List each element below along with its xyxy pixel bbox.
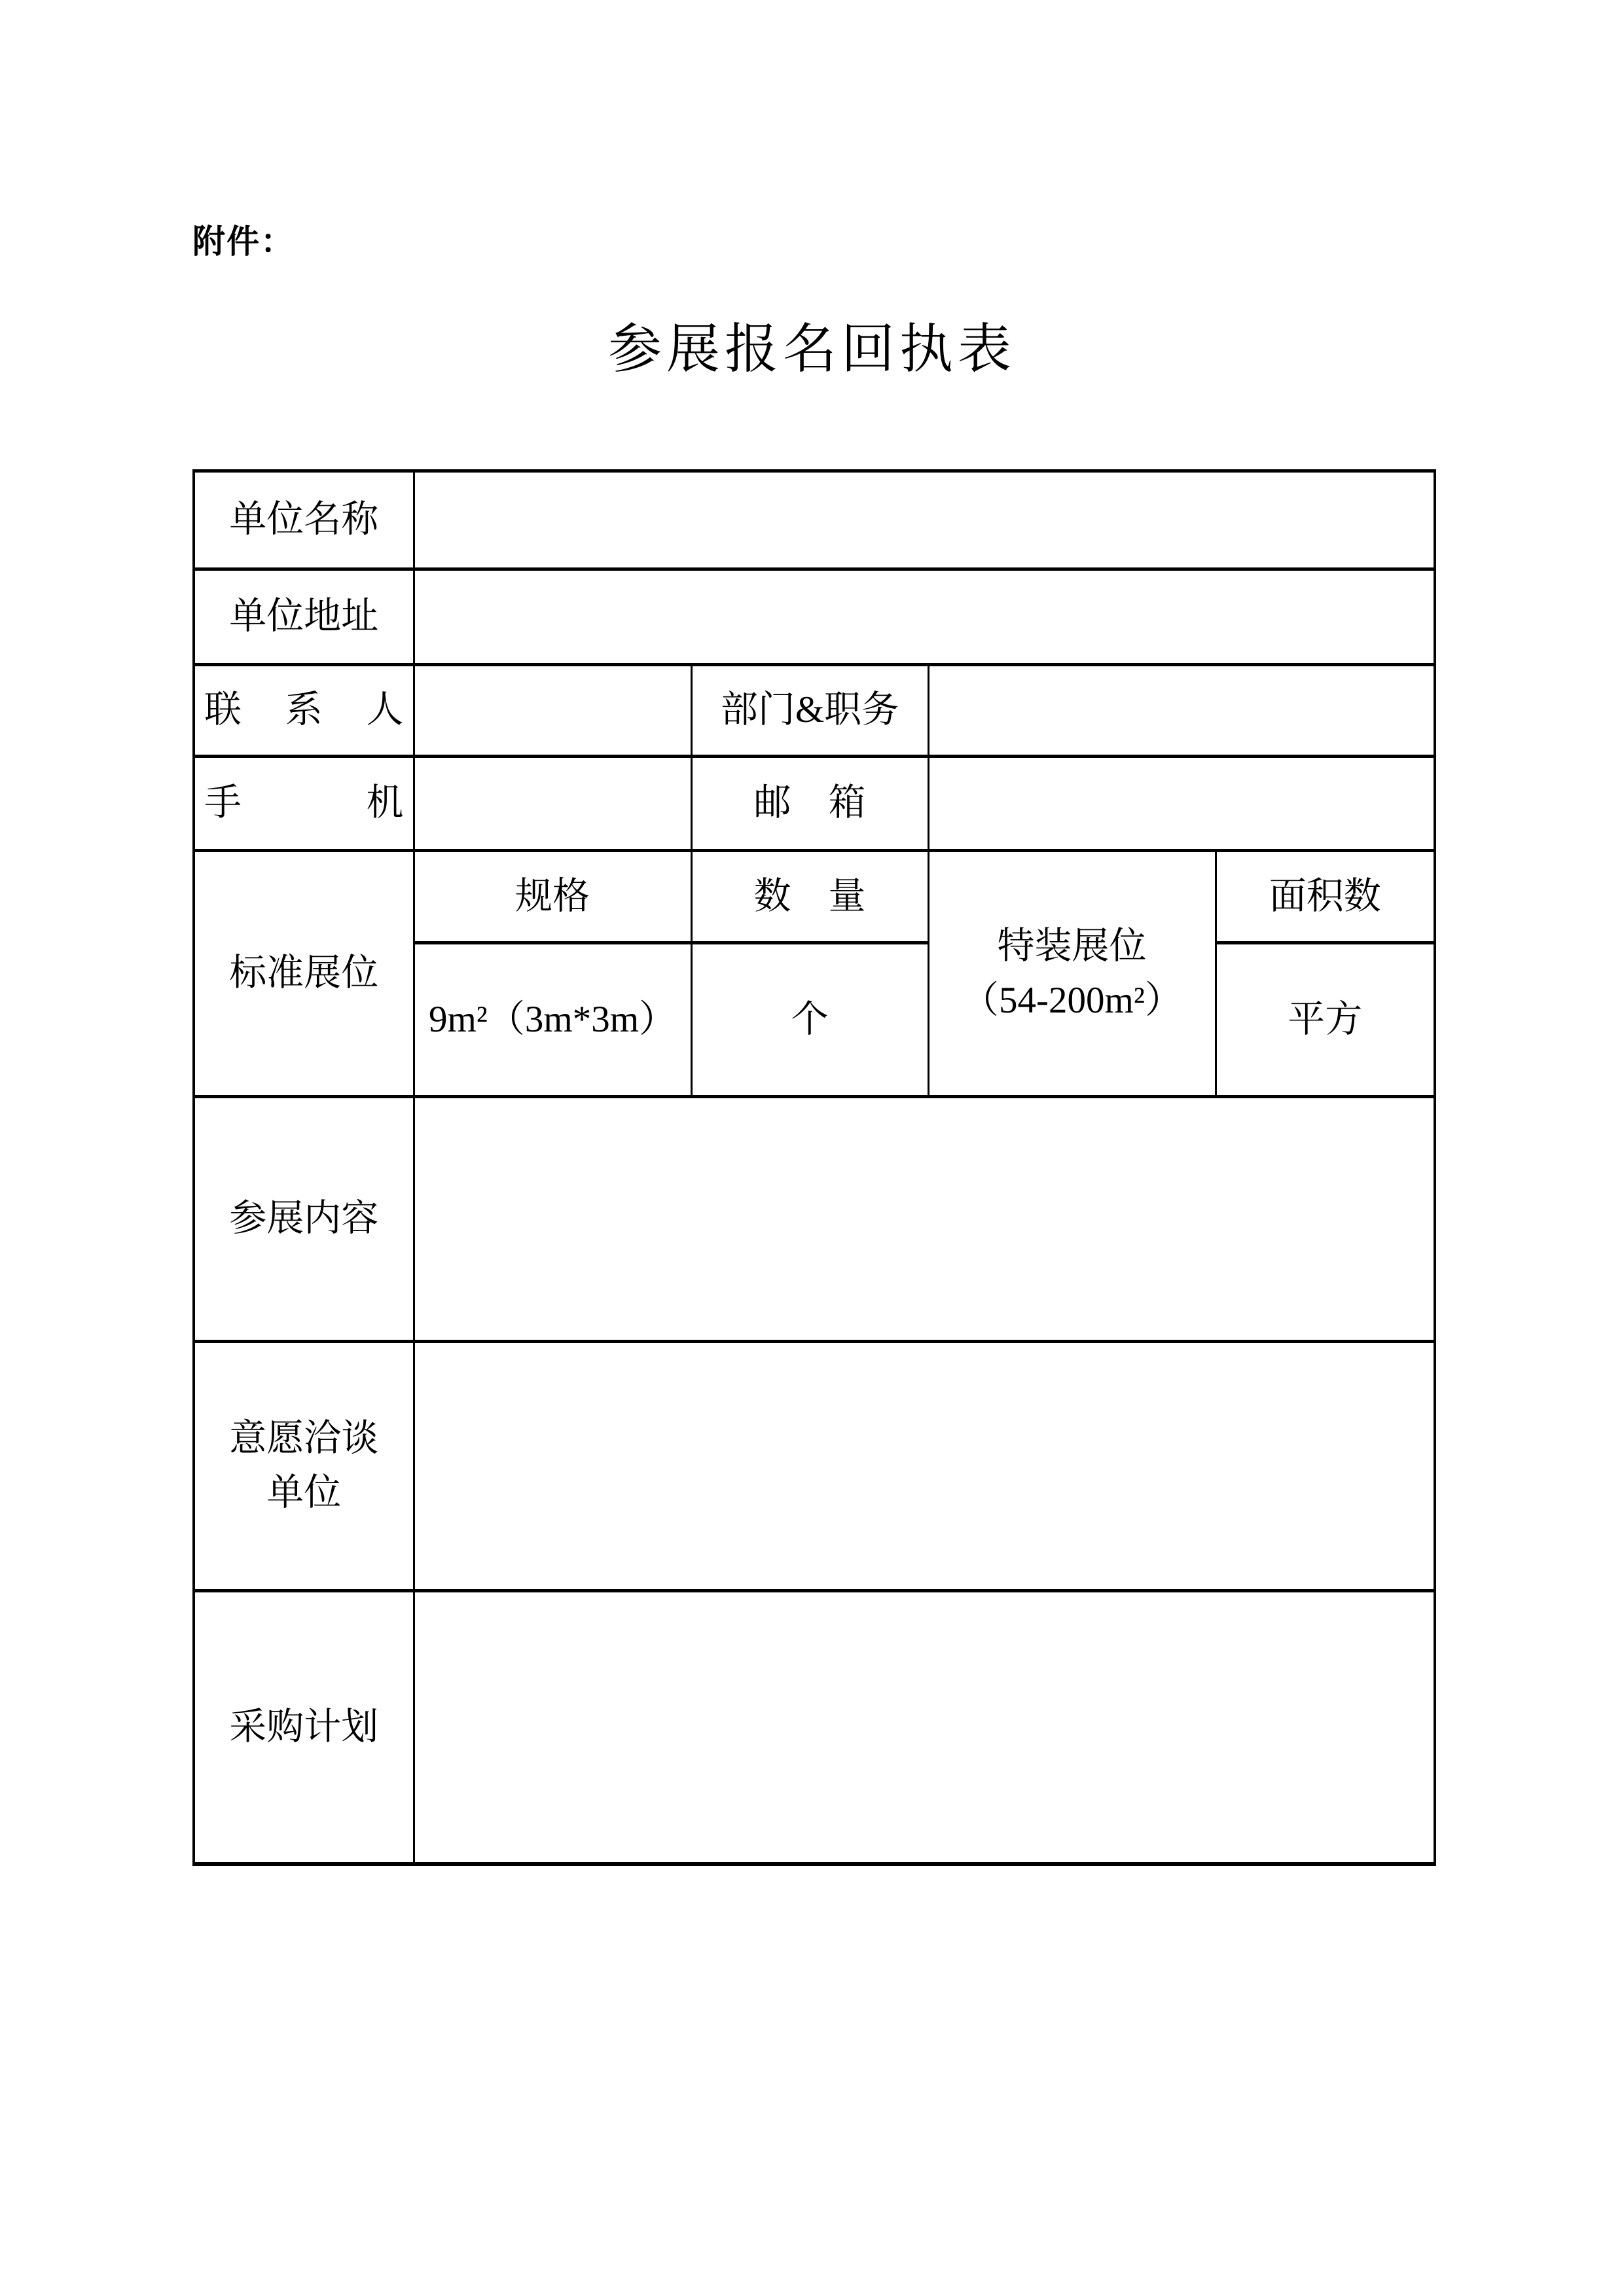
row-booth-header [194,851,1435,943]
special-booth-label-cell [928,851,1216,1097]
contact-label-cell [194,665,414,757]
row-exhibition-content [194,1097,1435,1342]
department-label-cell [691,665,928,757]
row-company-address [194,569,1435,665]
spec-label: 规格 [515,875,590,917]
negotiation-units-label-cell [194,1342,414,1591]
qty-label: 数 量 [753,875,866,917]
department-label: 部门&职务 [720,689,899,731]
negotiation-units-label-line1: 意愿洽谈 [229,1418,379,1460]
company-address-label: 单位地址 [229,596,379,637]
standard-booth-label: 标准展位 [229,952,379,994]
area-label: 面积数 [1269,875,1381,917]
spec-value-cell[interactable] [414,943,691,1097]
email-label-cell [691,757,928,851]
mobile-label-cell [194,757,414,851]
company-address-label-cell [194,569,414,665]
exhibition-content-label-cell [194,1097,414,1342]
contact-label: 联 系 人 [204,689,404,731]
row-purchase-plan [194,1591,1435,1865]
attachment-label: 附件： [192,223,295,260]
company-address-input-cell[interactable] [414,569,1435,665]
negotiation-units-label-line2: 单位 [266,1472,342,1513]
area-value-cell[interactable] [1216,943,1435,1097]
company-name-input-cell[interactable] [414,471,1435,569]
department-input-cell[interactable] [928,665,1435,757]
exhibition-content-label: 参展内容 [229,1198,379,1240]
mobile-input-cell[interactable] [414,757,691,851]
special-booth-label-line2: （54-200m²） [962,979,1182,1021]
row-negotiation-units [194,1342,1435,1591]
area-header-cell [1216,851,1435,943]
mobile-label: 手 机 [204,782,404,824]
row-contact [194,665,1435,757]
area-unit: 平方 [1288,998,1363,1040]
company-name-label: 单位名称 [229,499,379,541]
email-label: 邮 箱 [753,782,866,824]
qty-unit: 个 [791,998,829,1040]
contact-input-cell[interactable] [414,665,691,757]
company-name-label-cell [194,471,414,569]
purchase-plan-label: 采购计划 [229,1706,379,1748]
row-company-name [194,471,1435,569]
purchase-plan-input-cell[interactable] [414,1591,1435,1865]
special-booth-label-line1: 特装展位 [997,925,1147,967]
row-mobile-email [194,757,1435,851]
purchase-plan-label-cell [194,1591,414,1865]
exhibition-content-input-cell[interactable] [414,1097,1435,1342]
page-title: 参展报名回执表 [607,319,1016,379]
negotiation-units-input-cell[interactable] [414,1342,1435,1591]
standard-booth-label-cell [194,851,414,1097]
qty-header-cell [691,851,928,943]
registration-form-table [192,469,1436,1866]
qty-value-cell[interactable] [691,943,928,1097]
spec-value: 9m²（3m*3m） [428,998,677,1040]
spec-header-cell [414,851,691,943]
email-input-cell[interactable] [928,757,1435,851]
